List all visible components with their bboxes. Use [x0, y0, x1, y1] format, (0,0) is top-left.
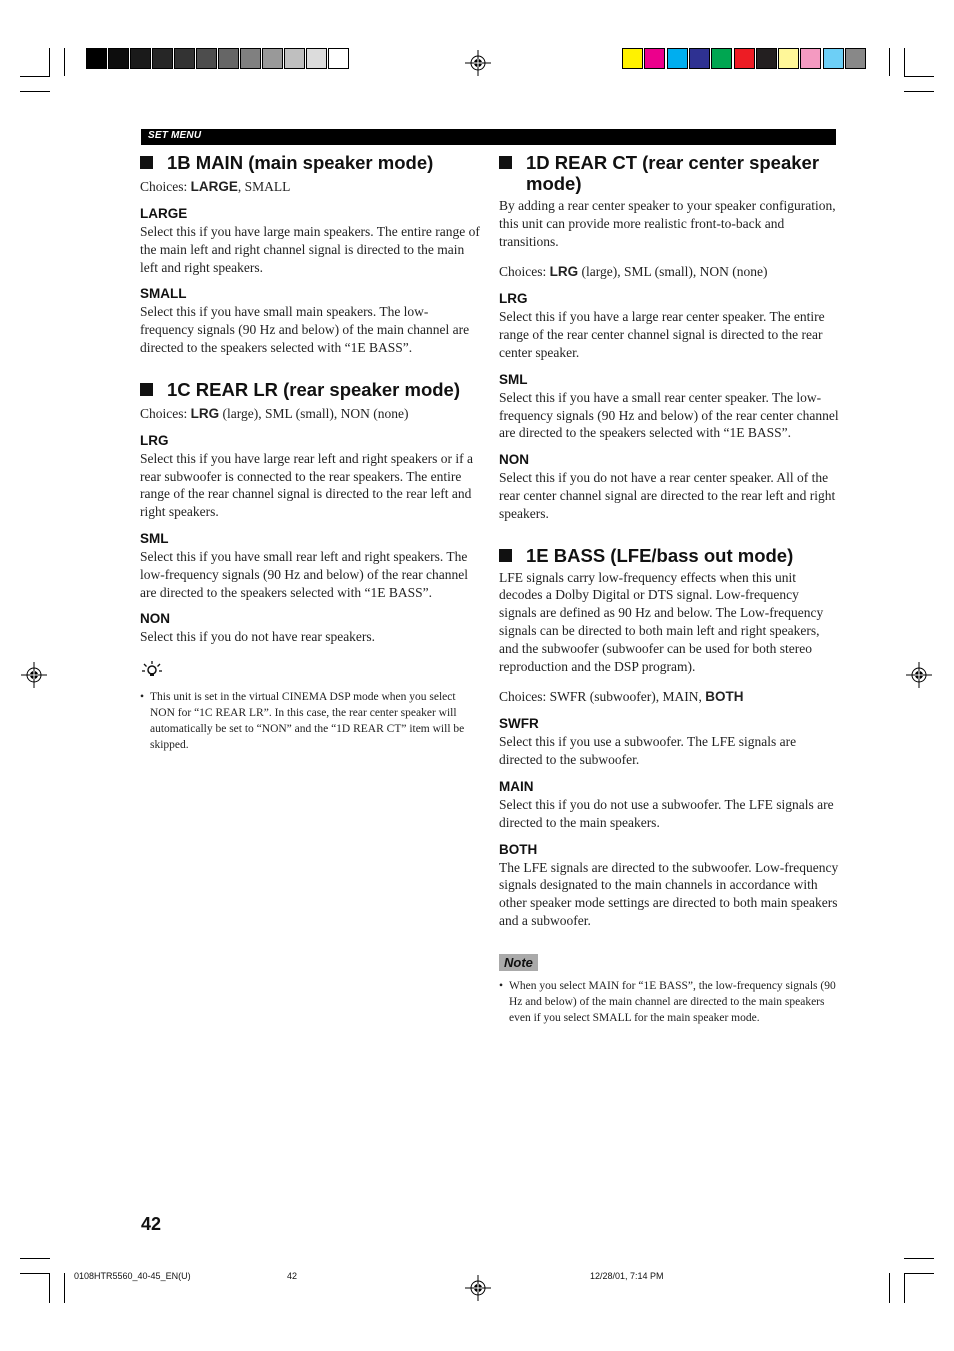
section-header-bar	[141, 129, 836, 145]
color-swatch	[644, 48, 665, 69]
crop-mark	[904, 91, 934, 92]
square-bullet-icon	[499, 156, 512, 169]
color-swatch	[622, 48, 643, 69]
option-description: Select this if you do not have rear speakers.	[140, 629, 376, 645]
gray-swatch	[152, 48, 173, 69]
crop-mark	[64, 1273, 65, 1303]
color-swatch	[756, 48, 777, 69]
crop-mark	[904, 48, 905, 76]
tip-bullet: • This unit is set in the virtual CINEMA DSP mode when you select NON for “1C REAR LR”. In this case, the rear center speaker will automatically be set to “NON” and the “1D REAR CT” item will be skipped.	[140, 691, 465, 752]
footer-filename: 0108HTR5560_40-45_EN(U)	[74, 1271, 191, 1281]
crop-mark	[20, 1273, 50, 1274]
option-description: Select this if you have small rear left and right speakers. The low-frequency signals (90 Hz and below) of the rear channel are directed to the speakers selected with “1E BASS”.	[140, 548, 468, 600]
crop-mark	[904, 1273, 905, 1303]
note-label: Note	[499, 954, 538, 971]
registration-mark-icon	[906, 662, 932, 688]
gray-swatch	[218, 48, 239, 69]
left-column	[140, 152, 480, 753]
gray-swatch	[130, 48, 151, 69]
color-swatch	[845, 48, 866, 69]
section-title: 1C REAR LR (rear speaker mode)	[140, 379, 480, 400]
crop-mark	[20, 1258, 50, 1259]
tip-lightbulb-icon	[140, 660, 166, 678]
square-bullet-icon	[140, 383, 153, 396]
registration-mark-icon	[21, 662, 47, 688]
option-heading: NON	[140, 611, 170, 627]
choices-line: Choices: LRG (large), SML (small), NON (none)	[140, 405, 409, 421]
color-swatch	[800, 48, 821, 69]
option-heading: SMALL	[140, 286, 187, 302]
option-heading: LRG	[499, 291, 528, 307]
option-description: Select this if you do not have a rear center speaker. All of the rear center channel signal are directed to the rear left and right speakers.	[499, 470, 836, 521]
color-swatch	[778, 48, 799, 69]
gray-swatch	[86, 48, 107, 69]
option-heading: SML	[499, 371, 528, 387]
option-description: Select this if you have a large rear center speaker. The entire range of the rear center channel signal is directed to the rear center speaker.	[499, 309, 825, 360]
gray-swatch	[306, 48, 327, 69]
right-column	[499, 152, 839, 1026]
registration-mark-icon	[465, 50, 491, 76]
section-label: SET MENU	[148, 130, 202, 141]
color-swatch	[734, 48, 755, 69]
gray-swatch	[262, 48, 283, 69]
page-number: 42	[141, 1214, 162, 1234]
crop-mark	[904, 1273, 934, 1274]
option-description: Select this if you have small main speakers. The low-frequency signals (90 Hz and below) of the main channel are directed to the speakers selected with “1E BASS”.	[140, 304, 470, 355]
option-description: Select this if you have a small rear center speaker. The low-frequency signals (90 Hz and below) of the rear center channel are directed to the speakers selected with “1E BASS”.	[499, 389, 839, 441]
gray-swatch	[284, 48, 305, 69]
gray-swatch	[240, 48, 261, 69]
color-swatch	[711, 48, 732, 69]
square-bullet-icon	[140, 156, 153, 169]
option-description: Select this if you do not use a subwoofer. The LFE signals are directed to the main speakers.	[499, 796, 834, 830]
option-description: Select this if you have large main speakers. The entire range of the main left and right channel signal is directed to the main left and right speakers.	[140, 224, 480, 275]
option-heading: NON	[499, 452, 529, 468]
crop-mark	[64, 48, 65, 76]
crop-mark	[49, 48, 50, 76]
option-heading: BOTH	[499, 841, 538, 857]
choices-line: Choices: LARGE, SMALL	[140, 179, 291, 194]
option-description: The LFE signals are directed to the subwoofer. Low-frequency signals designated to the main channels in accordance with other speaker mode settings are directed to both main speakers and a subwoofer.	[499, 859, 839, 928]
choices-line: Choices: LRG (large), SML (small), NON (none)	[499, 264, 768, 280]
option-heading: SWFR	[499, 716, 539, 732]
crop-mark	[20, 76, 50, 77]
option-description: Select this if you have large rear left and right speakers or if a rear subwoofer is connected to the rear speakers. The entire range of the rear channel signal is directed to the rear left and right speakers.	[140, 450, 473, 520]
crop-mark	[889, 1273, 890, 1303]
color-swatch	[689, 48, 710, 69]
gray-swatch	[328, 48, 349, 69]
option-description: Select this if you use a subwoofer. The LFE signals are directed to the subwoofer.	[499, 734, 797, 768]
section-intro: By adding a rear center speaker to your speaker configuration, this unit can provide more realistic front-to-back and transitions.	[499, 198, 836, 249]
registration-mark-icon	[465, 1275, 491, 1301]
footer-page: 42	[287, 1271, 298, 1281]
note-bullet: • When you select MAIN for “1E BASS”, the low-frequency signals (90 Hz and below) of the main channel are directed to the main speakers even if you select SMALL for the main speaker mode.	[499, 979, 836, 1024]
color-swatch	[823, 48, 844, 69]
gray-swatch	[174, 48, 195, 69]
square-bullet-icon	[499, 549, 512, 562]
footer-datetime: 12/28/01, 7:14 PM	[590, 1271, 664, 1281]
choices-line: Choices: SWFR (subwoofer), MAIN, BOTH	[499, 689, 744, 705]
section-title: 1B MAIN (main speaker mode)	[140, 152, 480, 173]
color-swatch	[667, 48, 688, 69]
option-heading: SML	[140, 530, 169, 546]
option-heading: LRG	[140, 432, 169, 448]
option-heading: MAIN	[499, 778, 534, 794]
section-intro: LFE signals carry low-frequency effects when this unit decodes a Dolby Digital or DTS signal. Low-frequency signals are defined as 90 Hz and below. The Low-frequency signals can be directed to both main left and right speakers, and the subwoofer (subwoofer can be used for both stereo reproduction and the DSP program).	[499, 569, 824, 674]
crop-mark	[20, 91, 50, 92]
crop-mark	[904, 1258, 934, 1259]
section-title: 1E BASS (LFE/bass out mode)	[499, 545, 839, 566]
gray-swatch	[108, 48, 129, 69]
crop-mark	[889, 48, 890, 76]
gray-swatch	[196, 48, 217, 69]
crop-mark	[49, 1273, 50, 1303]
crop-mark	[904, 76, 934, 77]
section-title: 1D REAR CT (rear center speaker mode)	[499, 152, 839, 194]
option-heading: LARGE	[140, 206, 188, 221]
